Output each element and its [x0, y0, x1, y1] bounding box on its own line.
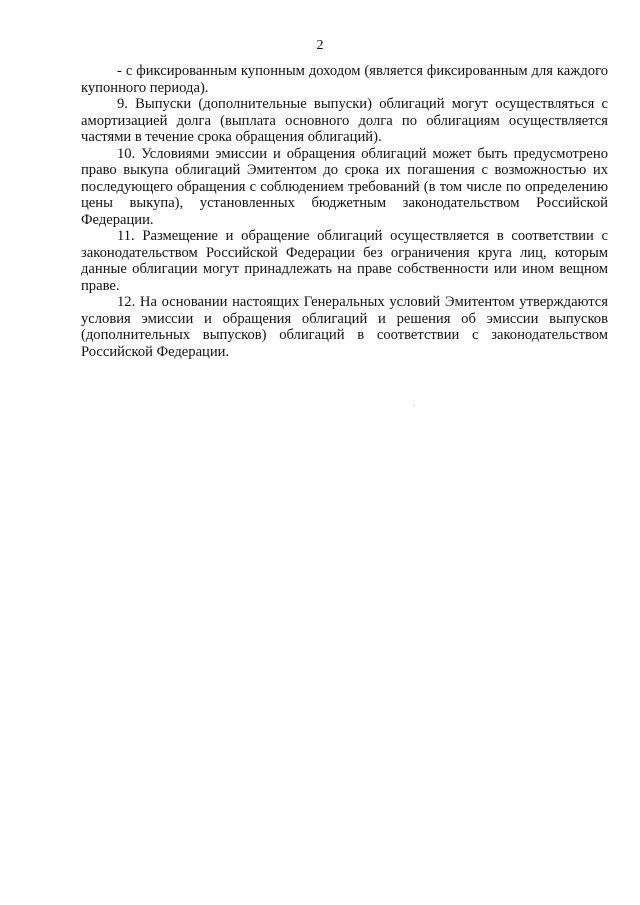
paragraph-fixed-coupon: - с фиксированным купонным доходом (является фиксированным для каждого купонного периода).	[81, 63, 608, 96]
paragraph-10-buyback: 10. Условиями эмиссии и обращения облигаций может быть предусмотрено право выкупа облигаций Эмитентом до срока их погашения с возможностью их последующего обращения с соблюдением требований (в том числе по определению цены выкупа), установленных бюджетным законодательством Российской Федерации.	[81, 145, 608, 228]
page-number: 2	[316, 38, 324, 53]
paragraph-11-placement: 11. Размещение и обращение облигаций осуществляется в соответствии с законодательством Российской Федерации без ограничения круга лиц, которым данные облигации могут принадлежать на праве собственности или ином вещном праве.	[81, 228, 608, 294]
document-body	[81, 63, 608, 360]
paragraph-9-amortization: 9. Выпуски (дополнительные выпуски) облигаций могут осуществляться с амортизацией долга (выплата основного долга по облигациям осуществляется частями в течение срока обращения облигаций).	[81, 96, 608, 145]
scan-speck	[413, 405, 414, 406]
paragraph-12-conditions: 12. На основании настоящих Генеральных условий Эмитентом утверждаются условия эмиссии и обращения облигаций и решения об эмиссии выпусков (дополнительных выпусков) облигаций в соответствии с законодательством Российской Федерации.	[81, 294, 608, 360]
